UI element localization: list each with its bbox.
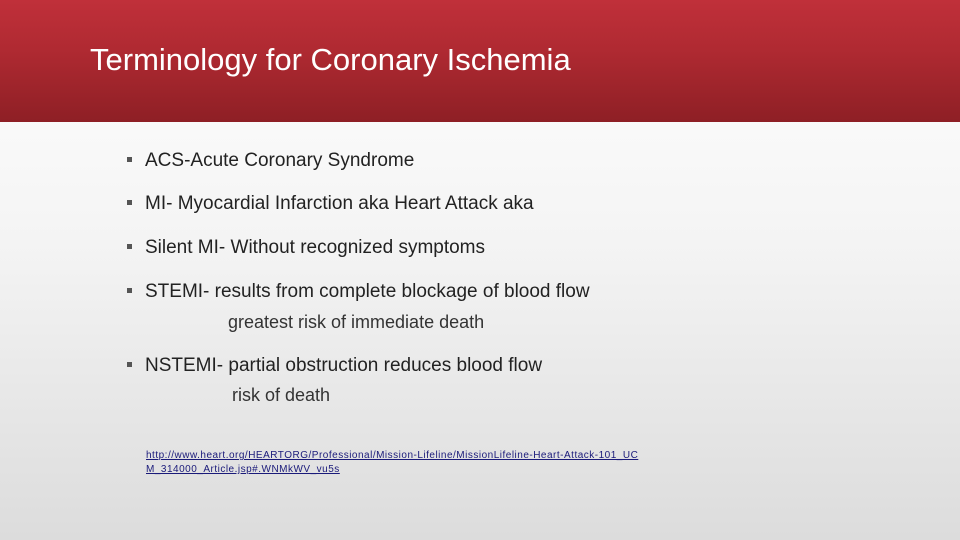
stemi-subtext: greatest risk of immediate death bbox=[228, 312, 485, 332]
square-bullet-icon bbox=[127, 244, 132, 249]
bullet-acs bbox=[127, 150, 414, 172]
reference-link[interactable]: http://www.heart.org/HEARTORG/Professional/Mission-Lifeline/MissionLifeline-Heart-Attack-101_UCM_314000_Article.jsp#.WNMkWV_vu5s bbox=[146, 450, 639, 475]
square-bullet-icon bbox=[127, 362, 132, 367]
square-bullet-icon bbox=[127, 200, 132, 205]
nstemi-subtext: risk of death bbox=[232, 385, 331, 405]
bullet-text: MI- Myocardial Infarction aka Heart Attack aka bbox=[145, 193, 534, 214]
bullet-text: STEMI- results from complete blockage of blood flow bbox=[145, 281, 590, 302]
bullet-stemi bbox=[127, 281, 590, 303]
bullet-text: NSTEMI- partial obstruction reduces blood flow bbox=[145, 355, 543, 376]
bullet-text: Silent MI- Without recognized symptoms bbox=[145, 237, 486, 258]
square-bullet-icon bbox=[127, 288, 132, 293]
square-bullet-icon bbox=[127, 157, 132, 162]
bullet-mi bbox=[127, 193, 534, 215]
bullet-nstemi bbox=[127, 355, 542, 377]
slide-title: Terminology for Coronary Ischemia bbox=[90, 42, 571, 77]
bullet-text: ACS-Acute Coronary Syndrome bbox=[145, 150, 415, 171]
bullet-silent-mi bbox=[127, 237, 485, 259]
